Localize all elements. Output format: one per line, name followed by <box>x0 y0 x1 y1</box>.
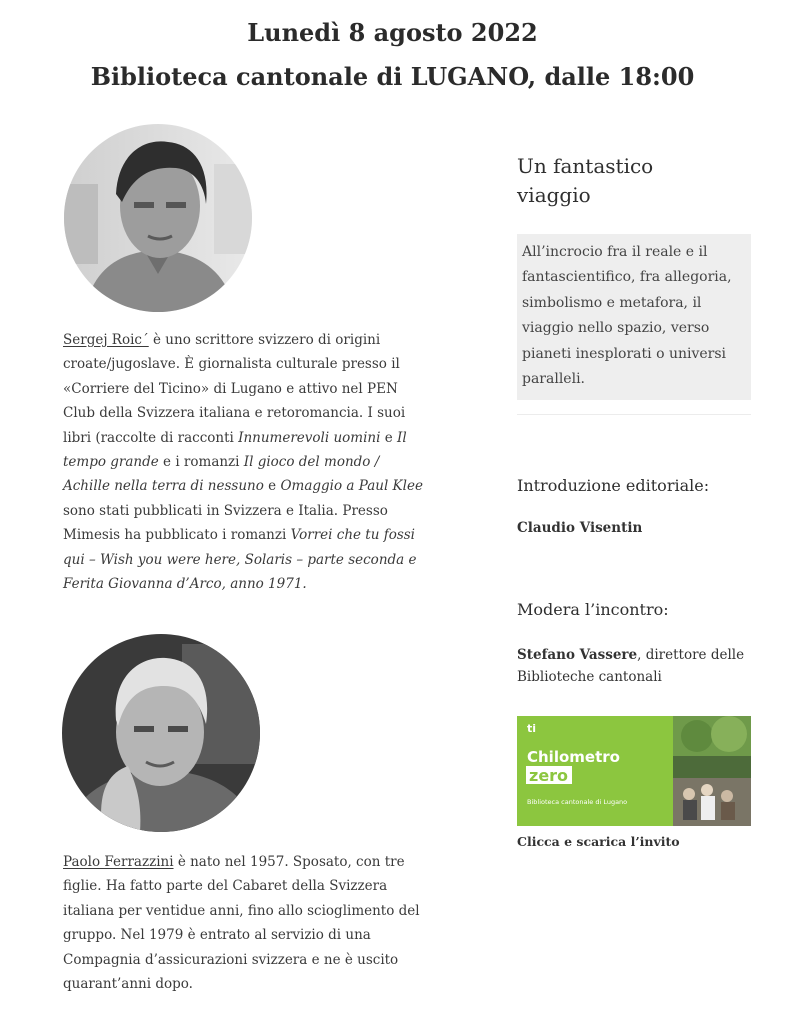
download-invitation-link[interactable]: Clicca e scarica l’invito <box>517 834 680 849</box>
bio-text-segment: è uno scrittore svizzero di origini croate/jugoslave. È giornalista culturale presso il «Corriere del Ticino» di Lugano e attivo nel PEN Club della Svizzera italiana e retoromancia. I suoi libri (raccolte di racconti <box>63 332 406 446</box>
bio-text-segment: Omaggio a Paul Klee <box>280 478 423 495</box>
bio-text-segment: sono stati pubblicati in Svizzera e Italia. Presso Mimesis ha pubblicato i romanzi <box>63 502 388 544</box>
banner-title: Chilometro <box>527 748 620 766</box>
invitation-banner[interactable] <box>517 716 751 826</box>
avatar-sergej-roic <box>64 124 252 312</box>
banner-logo: ti <box>527 722 537 735</box>
bio-sergej-roic <box>63 328 428 596</box>
bio-text-segment: e <box>380 429 397 446</box>
moderator-name: Stefano Vassere <box>517 647 638 663</box>
author-link-paolo-ferrazzini[interactable]: Paolo Ferrazzini <box>63 854 174 870</box>
moderator-role: , direttore delle Biblioteche cantonali <box>517 647 745 685</box>
moderator-text <box>517 644 757 688</box>
bio-text-segment: è nato nel 1957. Sposato, con tre figlie. Ha fatto parte del Cabaret della Svizzera italiana per ventidue anni, fino allo scioglimento del gruppo. Nel 1979 è entrato al servizio di una Compagnia d’assicurazioni svizzera e ne è uscito quarant’anni dopo. <box>63 854 420 993</box>
bio-text-segment: e i romanzi <box>158 454 244 471</box>
banner-title-zero: zero <box>529 766 569 785</box>
bio-paolo-ferrazzini <box>63 850 428 996</box>
bio-text-segment: e <box>263 478 281 495</box>
event-venue-title: Biblioteca cantonale di LUGANO, dalle 18:00 <box>90 62 695 91</box>
bio-text-segment: Il tempo grande <box>63 429 407 471</box>
bio-text-segment: Il gioco del mondo / Achille nella terra di nessuno <box>63 454 380 495</box>
event-date-title: Lunedì 8 agosto 2022 <box>247 18 538 47</box>
bio-text-segment: Vorrei che tu fossi qui – Wish you were here, Solaris – parte seconda e Ferita Giovanna d’Arco, anno 1971. <box>63 527 417 593</box>
bio-text-segment: Innumerevoli uomini <box>238 429 381 446</box>
moderator-heading: Modera l’incontro: <box>517 600 669 619</box>
banner-subtitle: Biblioteca cantonale di Lugano <box>527 798 628 806</box>
divider <box>517 414 751 415</box>
author-link-sergej-roic[interactable]: Sergej Roic´ <box>63 332 149 348</box>
intro-heading: Introduzione editoriale: <box>517 476 710 495</box>
intro-name: Claudio Visentin <box>517 520 643 536</box>
avatar-paolo-ferrazzini <box>62 634 260 832</box>
event-title: Un fantastico viaggio <box>517 154 654 207</box>
event-description: All’incrocio fra il reale e il fantascientifico, fra allegoria, simbolismo e metafora, il viaggio nello spazio, verso pianeti inesplorati o universi paralleli. <box>517 234 751 400</box>
